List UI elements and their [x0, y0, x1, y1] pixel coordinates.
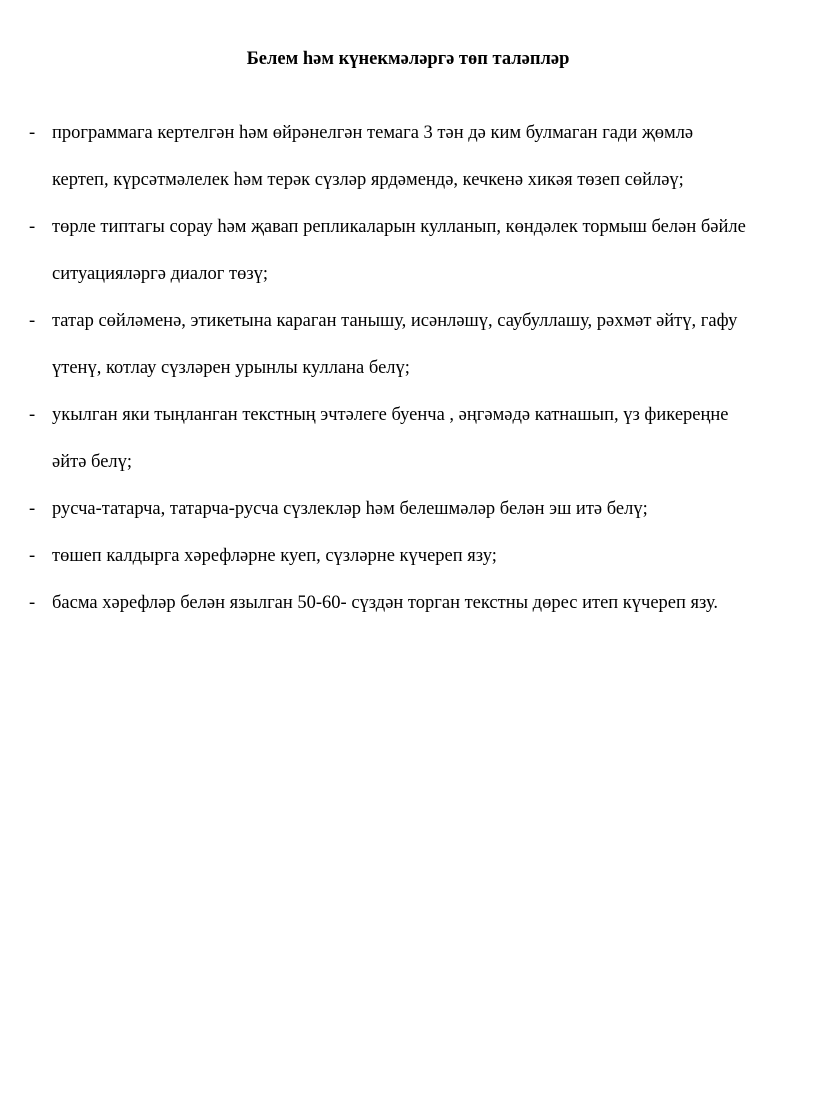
bullet-dash: -	[29, 123, 36, 143]
list-item-line: программага кертелгән һәм өйрәнелгән темага 3 тән дә ким булмаган гади җөмлә	[52, 123, 694, 143]
list-item	[0, 110, 816, 204]
bullet-dash: -	[29, 499, 36, 519]
list-item	[0, 204, 816, 298]
list-item-line: басма хәрефләр белән язылган 50-60- сүздән торган текстны дөрес итеп күчереп язу.	[52, 593, 718, 613]
list-item-line: укылган яки тыңланган текстның эчтәлеге буенча , әңгәмәдә катнашып, үз фикереңне	[52, 405, 729, 425]
page-title: Белем һәм күнекмәләргә төп таләпләр	[246, 49, 570, 69]
list-item	[0, 298, 816, 392]
list-item-line: әйтә белү;	[52, 452, 133, 472]
list-item	[0, 392, 816, 486]
list-item	[0, 533, 816, 580]
list-item-line: ситуацияләргә диалог төзү;	[52, 264, 269, 284]
list-item-line: төшеп калдырга хәрефләрне куеп, сүзләрне күчереп язу;	[52, 546, 497, 566]
bullet-dash: -	[29, 546, 36, 566]
list-item-line: үтенү, котлау сүзләрен урынлы куллана белү;	[52, 358, 410, 378]
bullet-dash: -	[29, 405, 36, 425]
bullet-dash: -	[29, 593, 36, 613]
requirements-list	[0, 110, 816, 627]
list-item-line: татар сөйләменә, этикетына караган танышу, исәнләшү, саубуллашу, рәхмәт әйтү, гафу	[52, 311, 738, 331]
list-item	[0, 580, 816, 627]
list-item-line: төрле типтагы сорау һәм җавап репликаларын кулланып, көндәлек тормыш белән бәйле	[52, 217, 746, 237]
list-item-line: русча-татарча, татарча-русча сүзлекләр һәм белешмәләр белән эш итә белү;	[52, 499, 648, 519]
list-item-line: кертеп, күрсәтмәлелек һәм терәк сүзләр ярдәмендә, кечкенә хикәя төзеп сөйләү;	[52, 170, 684, 190]
bullet-dash: -	[29, 311, 36, 331]
bullet-dash: -	[29, 217, 36, 237]
list-item	[0, 486, 816, 533]
